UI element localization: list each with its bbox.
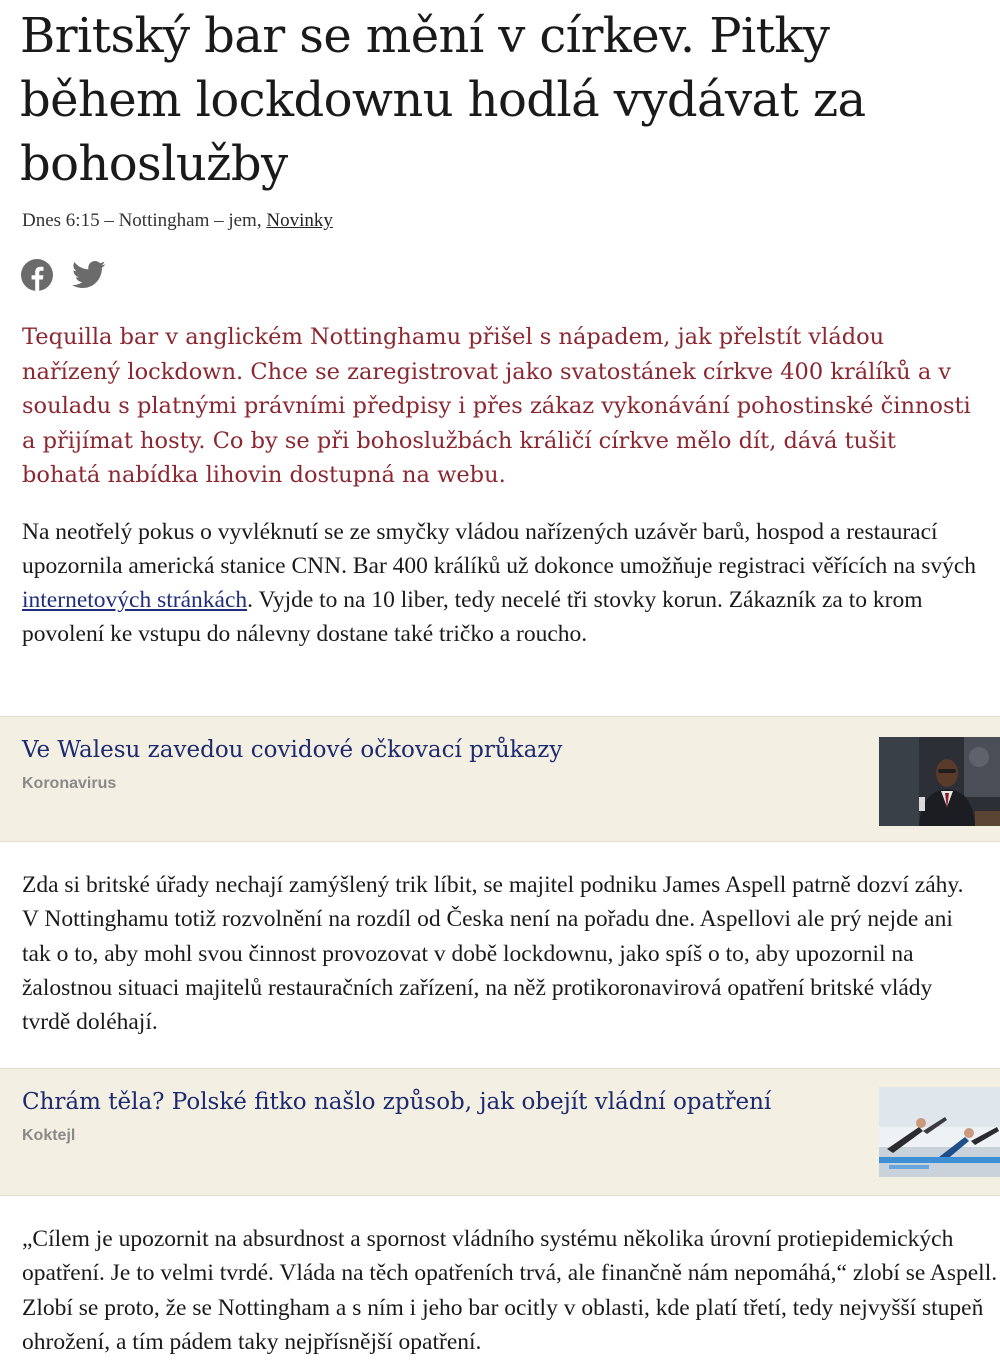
article-paragraph-2: Zda si britské úřady nechají zamýšlený trik líbit, se majitel podniku James Aspell patrně dozví záhy. V Nottinghamu totiž rozvolnění na rozdíl od Česka není na pořadu dne. Aspellovi ale prý nejde ani tak o to, aby mohl svou činnost provozovat v době lockdownu, jako spíš o to, aby upozornil na žalostnou situaci majitelů restauračních zařízení, na něž protikoronavirová opatření britské vlády tvrdě doléhají. <box>22 872 964 1036</box>
related-article-category: Koronavirus <box>22 775 117 792</box>
related-article-category: Koktejl <box>22 1127 76 1144</box>
related-article-title[interactable]: Ve Walesu zavedou covidové očkovací průkazy <box>22 737 563 763</box>
source-link[interactable]: Novinky <box>266 210 333 231</box>
article-meta <box>22 210 978 232</box>
article-paragraph-1 <box>22 515 978 652</box>
paragraph-1-text-end: . Vyjde to na 10 liber, tedy necelé tři stovky korun. Zákazník za to krom povolení ke vstupu do nálevny dostane také tričko a roucho. <box>22 587 923 648</box>
related-article-wales[interactable] <box>0 716 1000 842</box>
paragraph-1-text-start: Na neotřelý pokus o vyvléknutí se ze smyčky vládou nařízených uzávěr barů, hospod a restaurací upozornila americká stanice CNN. Bar 400 králíků už dokonce umožňuje registraci věřících na svých <box>22 518 977 579</box>
meta-date-location-author: Dnes 6:15 – Nottingham – jem, <box>22 210 267 231</box>
article-paragraph-3: „Cílem je upozornit na absurdnost a spornost vládního systému několika úrovní protiepidemických opatření. Je to velmi tvrdé. Vláda na těch opatřeních trvá, ale finančně nám nepomáhá,“ zlobí se Aspell. Zlobí se proto, že se Nottingham a s ním i jeho bar ocitly v oblasti, kde platí třetí, tedy nejvyšší stupeň ohrožení, a tím pádem taky nejpřísnější opatření. <box>22 1226 998 1355</box>
facebook-icon[interactable] <box>20 258 54 292</box>
share-bar <box>20 258 980 292</box>
article-headline: Britský bar se mění v církev. Pitky během lockdownu hodlá vydávat za bohoslužby <box>20 8 866 192</box>
related-article-thumbnail[interactable] <box>879 737 1000 826</box>
article-perex: Tequilla bar v anglickém Nottinghamu přišel s nápadem, jak přelstít vládou nařízený lockdown. Chce se zaregistrovat jako svatostánek církve 400 králíků a v souladu s platnými právními předpisy i přes zákaz vykonávání pohostinské činnosti a přijímat hosty. Co by se při bohoslužbách králičí církve mělo dít, dává tušit bohatá nabídka lihovin dostupná na webu. <box>22 324 971 488</box>
related-article-fitness[interactable] <box>0 1068 1000 1196</box>
website-link[interactable]: internetových stránkách <box>22 587 248 614</box>
related-article-title[interactable]: Chrám těla? Polské fitko našlo způsob, jak obejít vládní opatření <box>22 1089 772 1115</box>
twitter-icon[interactable] <box>72 260 106 290</box>
related-article-thumbnail[interactable] <box>879 1087 1000 1177</box>
